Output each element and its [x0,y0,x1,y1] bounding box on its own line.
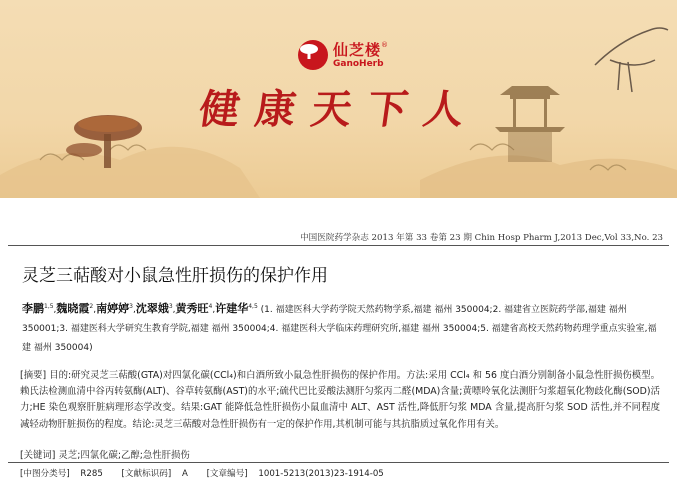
author-affiliation-mark: 4 [208,303,213,310]
author-name: 李鹏 [22,302,44,315]
author-name: 沈翠娥 [135,302,169,315]
brand-name-cn: 仙芝楼 [333,40,382,59]
author-affiliation-mark: 1,5 [44,303,54,310]
registered-mark: ® [381,40,389,49]
ganoherb-logo-icon [298,40,328,70]
abstract-label: [摘要] [20,370,47,381]
brand-name-en: GanoHerb [333,58,384,69]
document-code: [文献标识码] A [121,469,188,479]
article-id: [文章编号] 1001-5213(2013)23-1914-05 [206,469,384,479]
author-list: 李鹏$^{1,5}$,魏晓霞$^2$,南婷婷$^3$,沈翠娥$^3$,黄秀旺$^4$,许建华$^{4,5}$ [22,302,258,315]
author-name: 许建华 [215,302,249,315]
divider [8,462,669,463]
crane-icon [595,28,668,92]
author-affiliation-mark: 3 [129,303,133,310]
pavilion-icon [495,86,565,162]
brand-logo [298,40,388,70]
author-affiliation-mark: 2 [89,303,94,310]
author-name: 黄秀旺 [175,302,209,315]
author-affiliation-mark: 4,5 [248,303,258,310]
abstract [20,368,660,433]
journal-citation: 中国医院药学杂志 2013 年第 33 卷第 23 期 Chin Hosp Pharm J,2013 Dec,Vol 33,No. 23 [300,233,663,243]
header-banner [0,0,677,198]
keywords [20,447,190,461]
slogan: 健康天下人 [196,86,483,133]
author-name: 南婷婷 [96,302,130,315]
abstract-text: 目的:研究灵芝三萜酸(GTA)对四氯化碳(CCl₄)和白酒所致小鼠急性肝损伤的保护作用。方法:采用 CCl₄ 和 56 度白酒分别制备小鼠急性肝损伤模型。赖氏法检测血清中谷丙转氨酶(ALT)、谷草转氨酶(AST)的水平;硫代巴比妥酸法测肝匀浆丙二醛(MDA)含量;黄嘌呤氧化法测肝匀浆超氧化物歧化酶(SOD)活力;HE 染色观察肝脏病理形态学改变。结果:GAT 能降低急性肝损伤小鼠血清中 ALT、AST 活性,降低肝匀浆 MDA 含量,提高肝匀浆 SOD 活性,并不同程度减轻动物肝脏损伤的程度。结论:灵芝三萜酸对急性肝损伤有一定的保护作用,其机制可能与其抗脂质过氧化作用有关。 [20,370,660,430]
author-affiliation-mark: 3 [168,303,173,310]
article-title: 灵芝三萜酸对小鼠急性肝损伤的保护作用 [22,266,328,286]
author-name: 魏晓霞 [56,302,90,315]
divider [8,245,669,246]
authors-block [22,297,662,358]
keywords-label: [关键词] [20,450,56,461]
clc-number: [中图分类号] R285 [20,469,103,479]
keywords-text: 灵芝;四氯化碳;乙醇;急性肝损伤 [58,450,190,461]
classification-line [20,467,400,479]
affiliations: (1. 福建医科大学药学院天然药物学系,福建 福州 350004;2. 福建省立医院药学部,福建 福州 350001;3. 福建医科大学研究生教育学院,福建 福州 350004;4. 福建医科大学临床药理研究所,福建 福州 350004;5. 福建省高校天然药物药理学重点实验室,福建 福州 350004) [22,305,657,353]
